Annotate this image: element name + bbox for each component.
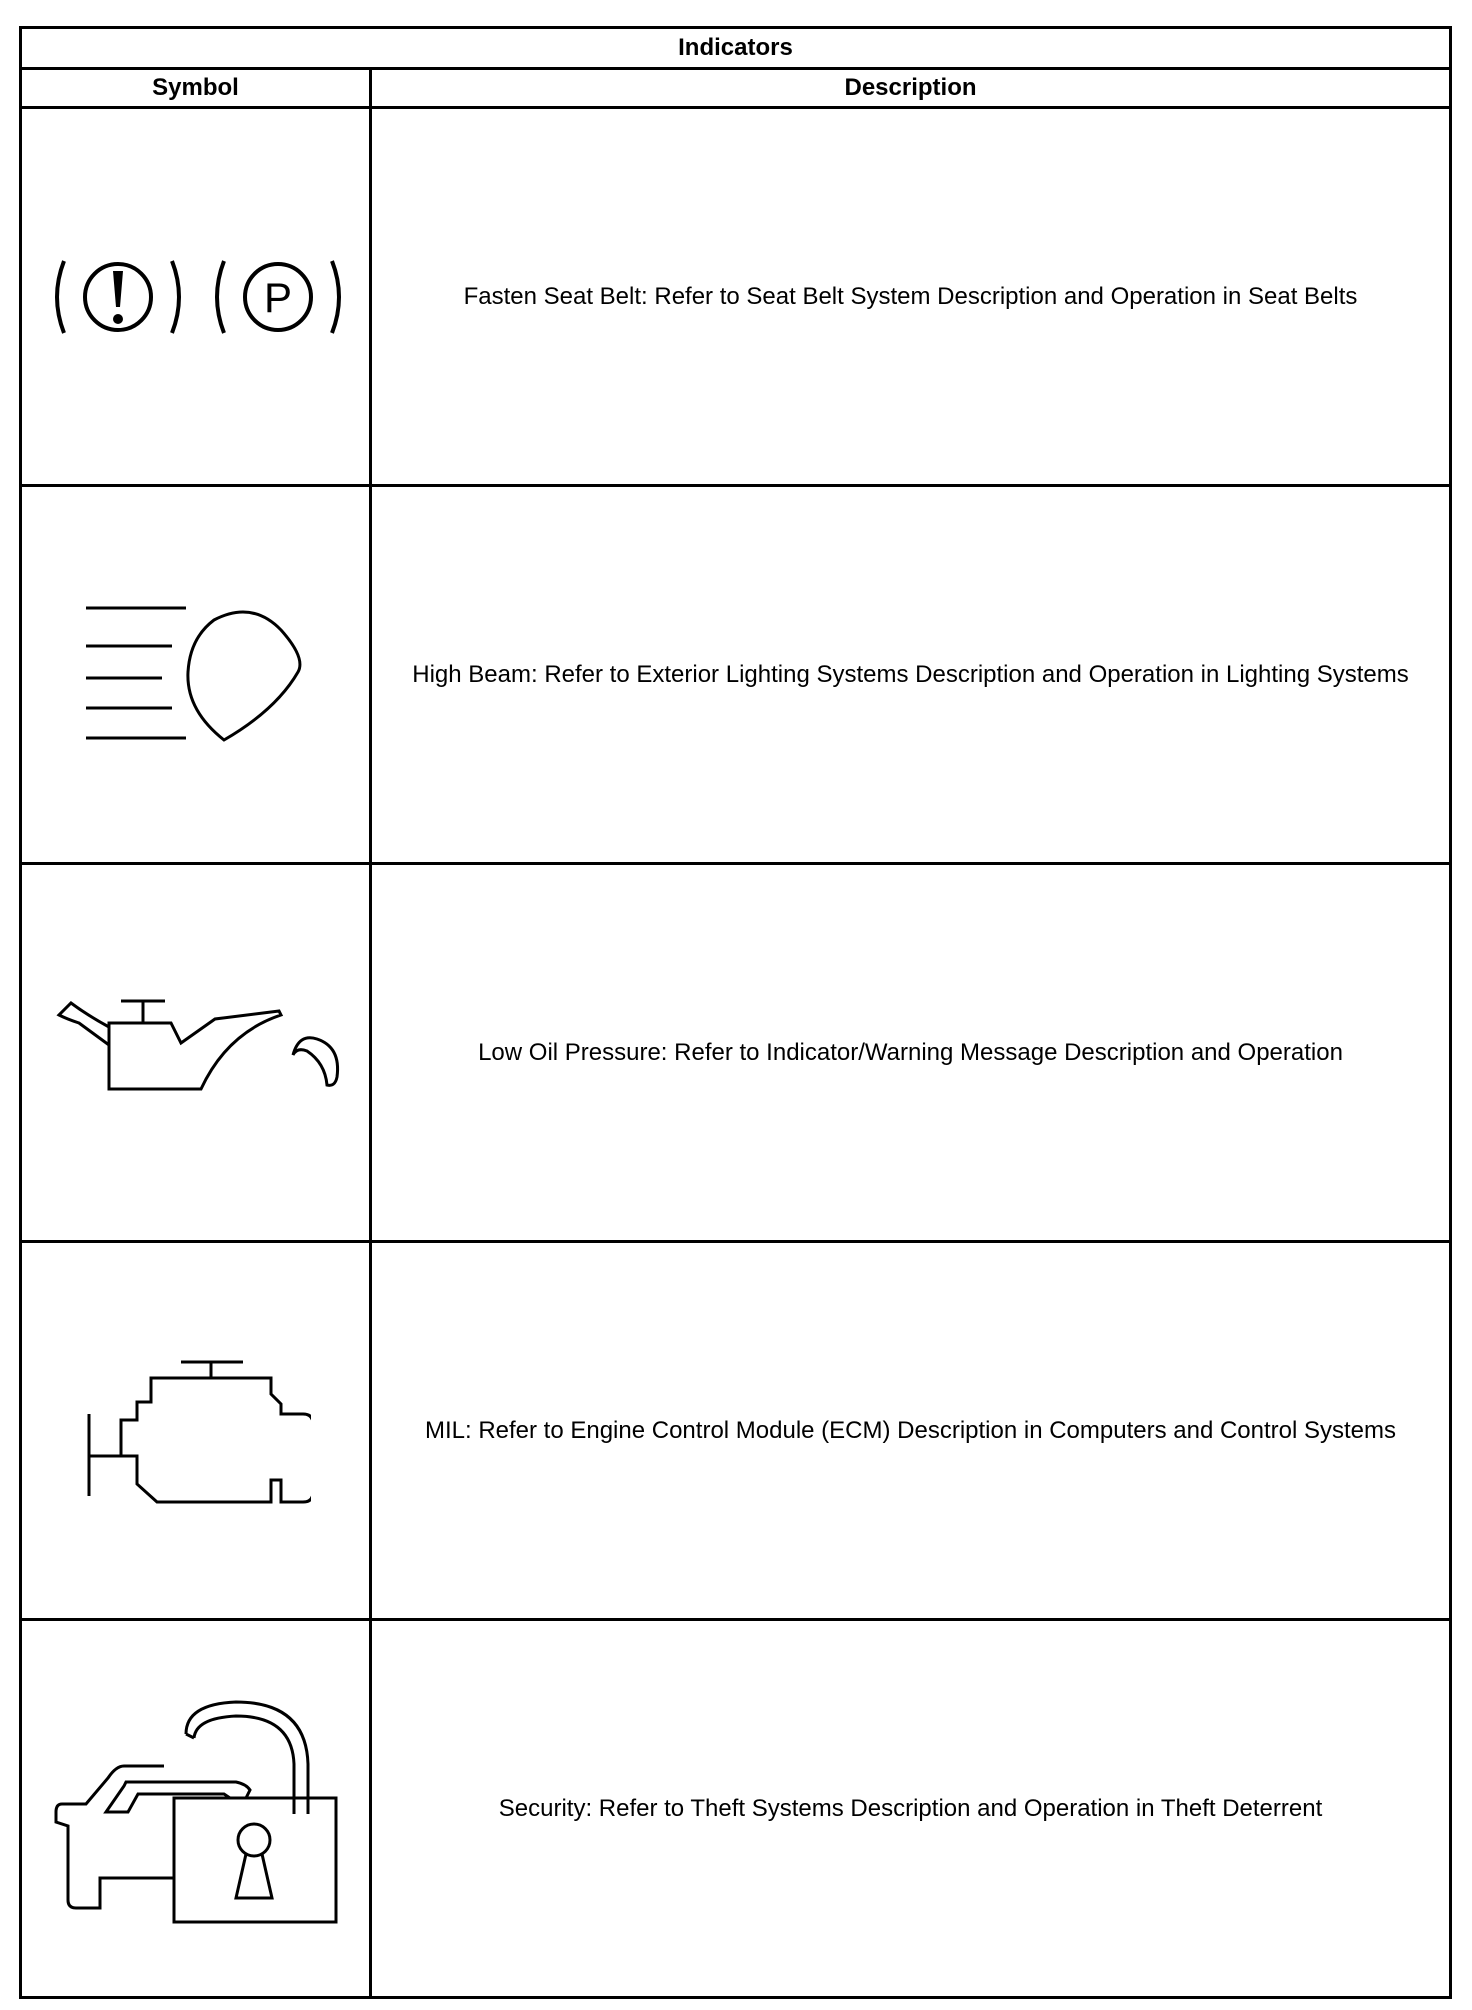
table-row [21,1620,1451,1998]
indicators-document [19,26,1452,2010]
symbol-column-header: Symbol [21,69,371,108]
description-cell: MIL: Refer to Engine Control Module (ECM) Description in Computers and Control Systems [371,1242,1451,1620]
description-cell: Fasten Seat Belt: Refer to Seat Belt System Description and Operation in Seat Belts [371,108,1451,486]
engine-icon [81,1356,311,1506]
table-row [21,486,1451,864]
brake-park-warning-icon [46,237,346,357]
symbol-cell [21,486,371,864]
description-cell: Security: Refer to Theft Systems Description and Operation in Theft Deterrent [371,1620,1451,1998]
description-cell: High Beam: Refer to Exterior Lighting Systems Description and Operation in Lighting Systems [371,486,1451,864]
table-title: Indicators [21,28,1451,69]
table-row [21,864,1451,1242]
high-beam-icon [66,590,326,760]
park-letter: P [263,273,292,321]
symbol-cell [21,864,371,1242]
description-cell: Low Oil Pressure: Refer to Indicator/Warning Message Description and Operation [371,864,1451,1242]
symbol-cell [21,1242,371,1620]
security-lock-car-icon [46,1694,346,1924]
table-row [21,1242,1451,1620]
indicators-table [19,26,1452,1999]
symbol-cell [21,1620,371,1998]
symbol-cell [21,108,371,486]
oil-can-icon [41,993,351,1113]
description-column-header: Description [371,69,1451,108]
table-row [21,108,1451,486]
